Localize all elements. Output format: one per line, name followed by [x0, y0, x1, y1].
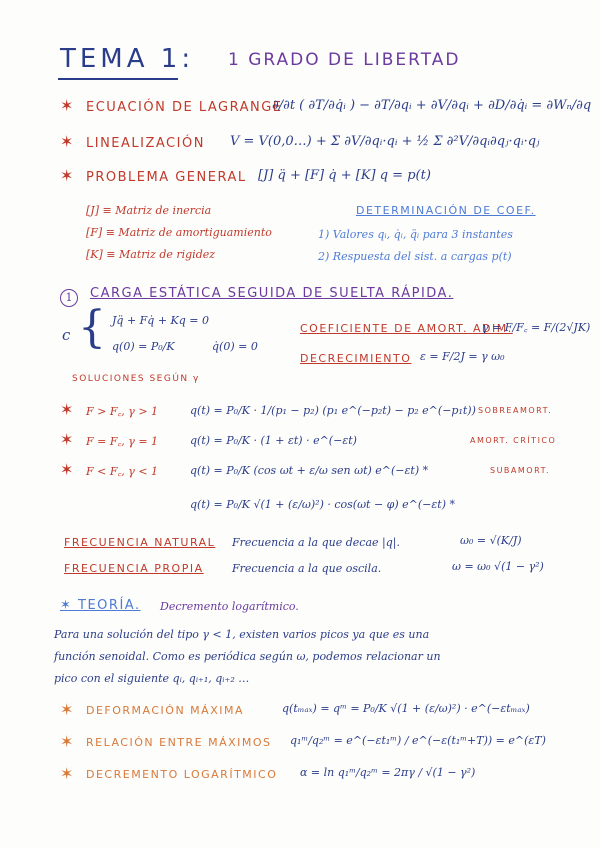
lagrange-label: ECUACIÓN DE LAGRANGE: [86, 100, 283, 115]
teoria-line-1: Para una solución del tipo γ < 1, existen varios picos ya que es una: [54, 628, 430, 641]
caso-2-cond: F = F꜀, γ = 1: [86, 435, 159, 448]
decrec-label: DECRECIMIENTO: [300, 352, 412, 365]
frecuencia-propia-label: FRECUENCIA PROPIA: [64, 562, 204, 575]
bullet-icon: ✶: [60, 700, 74, 719]
determinacion-item-2: 2) Respuesta del sist. a cargas p(t): [318, 250, 512, 263]
system-c-label: c: [62, 326, 71, 344]
system-brace: {: [78, 302, 106, 353]
bullet-icon: ✶: [60, 132, 74, 151]
teoria-line-3: pico con el siguiente qᵢ, qᵢ₊₁, qᵢ₊₂ …: [54, 672, 250, 685]
matrix-item-amortiguamiento: [F] ≡ Matriz de amortiguamiento: [86, 226, 272, 239]
bullet-icon: ✶: [60, 430, 74, 449]
bullet-icon: ✶: [60, 732, 74, 751]
deformacion-label: DEFORMACIÓN MÁXIMA: [86, 704, 244, 717]
frecuencia-propia-formula: ω = ω₀ √(1 − γ²): [452, 560, 544, 573]
system-eq2: q(0) = P₀/K: [112, 340, 175, 353]
caso-1-cond: F > F꜀, γ > 1: [86, 405, 159, 418]
decremento-formula: α = ln q₁ᵐ/q₂ᵐ = 2πγ / √(1 − γ²): [300, 766, 476, 779]
caso-1-tag: SOBREAMORT.: [478, 406, 553, 415]
teoria-title: ✶ TEORÍA.: [60, 598, 141, 613]
problema-label: PROBLEMA GENERAL: [86, 170, 247, 185]
teoria-line-2: función senoidal. Como es periódica según ω, podemos relacionar un: [54, 650, 441, 663]
soluciones-label: SOLUCIONES SEGÚN γ: [72, 374, 200, 384]
lagrange-formula: ∂/∂t ( ∂T/∂q̇ᵢ ) − ∂T/∂qᵢ + ∂V/∂qᵢ + ∂D/∂q̇ᵢ = ∂Wₙ/∂q: [272, 98, 592, 113]
frecuencia-propia-desc: Frecuencia a la que oscila.: [232, 562, 382, 575]
determinacion-title: DETERMINACIÓN DE COEF.: [356, 204, 536, 217]
title-underline: [58, 78, 178, 80]
section-number-circle: 1: [60, 289, 78, 307]
frecuencia-natural-formula: ω₀ = √(K/J): [460, 534, 522, 547]
caso-4-formula: q(t) = P₀/K √(1 + (ε/ω)²) · cos(ωt − φ) e^(−εt) *: [190, 498, 456, 511]
caso-1-formula: q(t) = P₀/K · 1/(p₁ − p₂) (p₁ e^(−p₂t) − p₂ e^(−p₁t)): [190, 404, 476, 417]
caso-3-cond: F < F꜀, γ < 1: [86, 465, 159, 478]
bullet-icon: ✶: [60, 460, 74, 479]
caso-2-tag: AMORT. CRÍTICO: [470, 436, 557, 445]
determinacion-item-1: 1) Valores qᵢ, q̇ᵢ, q̈ᵢ para 3 instantes: [318, 228, 513, 241]
relacion-label: RELACIÓN ENTRE MÁXIMOS: [86, 736, 272, 749]
system-eq3: q̇(0) = 0: [212, 340, 258, 353]
teoria-subtitle: Decremento logarítmico.: [160, 600, 299, 613]
caso-3-formula: q(t) = P₀/K (cos ωt + ε/ω sen ωt) e^(−εt) *: [190, 464, 429, 477]
linealizacion-label: LINEALIZACIÓN: [86, 136, 205, 151]
relacion-formula: q₁ᵐ/q₂ᵐ = e^(−εt₁ᵐ) / e^(−ε(t₁ᵐ+T)) = e^(εT): [290, 734, 546, 747]
decremento-label: DECREMENTO LOGARÍTMICO: [86, 768, 278, 781]
matrix-item-rigidez: [K] ≡ Matriz de rigidez: [86, 248, 216, 261]
page-title-tema: TEMA 1:: [60, 44, 195, 74]
bullet-icon: ✶: [60, 764, 74, 783]
frecuencia-natural-label: FRECUENCIA NATURAL: [64, 536, 216, 549]
carga-title: CARGA ESTÁTICA SEGUIDA DE SUELTA RÁPIDA.: [90, 286, 454, 301]
frecuencia-natural-desc: Frecuencia a la que decae |q|.: [232, 536, 400, 549]
problema-formula: [J] q̈ + [F] q̇ + [K] q = p(t): [258, 168, 431, 183]
coef-formula: γ = F/F꜀ = F/(2√JK): [482, 321, 591, 334]
matrix-item-inercia: [J] ≡ Matriz de inercia: [86, 204, 212, 217]
coef-label: COEFICIENTE DE AMORT. ADIM.: [300, 322, 513, 335]
decrec-formula: ε = F/2J = γ ω₀: [420, 350, 505, 363]
bullet-icon: ✶: [60, 166, 74, 185]
caso-3-tag: SUBAMORT.: [490, 466, 551, 475]
section-number: [60, 286, 78, 307]
deformacion-formula: q(tₘₐₓ) = qᵐ = P₀/K √(1 + (ε/ω)²) · e^(−εtₘₐₓ): [282, 702, 530, 715]
system-eq1: Jq̈ + Fq̇ + Kq = 0: [112, 314, 210, 327]
page-title: 1 GRADO DE LIBERTAD: [228, 50, 461, 70]
caso-2-formula: q(t) = P₀/K · (1 + εt) · e^(−εt): [190, 434, 357, 447]
linealizacion-formula: V = V(0,0…) + Σ ∂V/∂qᵢ·qᵢ + ½ Σ ∂²V/∂qᵢ∂qⱼ·qᵢ·qⱼ: [230, 134, 540, 149]
bullet-icon: ✶: [60, 400, 74, 419]
bullet-icon: ✶: [60, 96, 74, 115]
